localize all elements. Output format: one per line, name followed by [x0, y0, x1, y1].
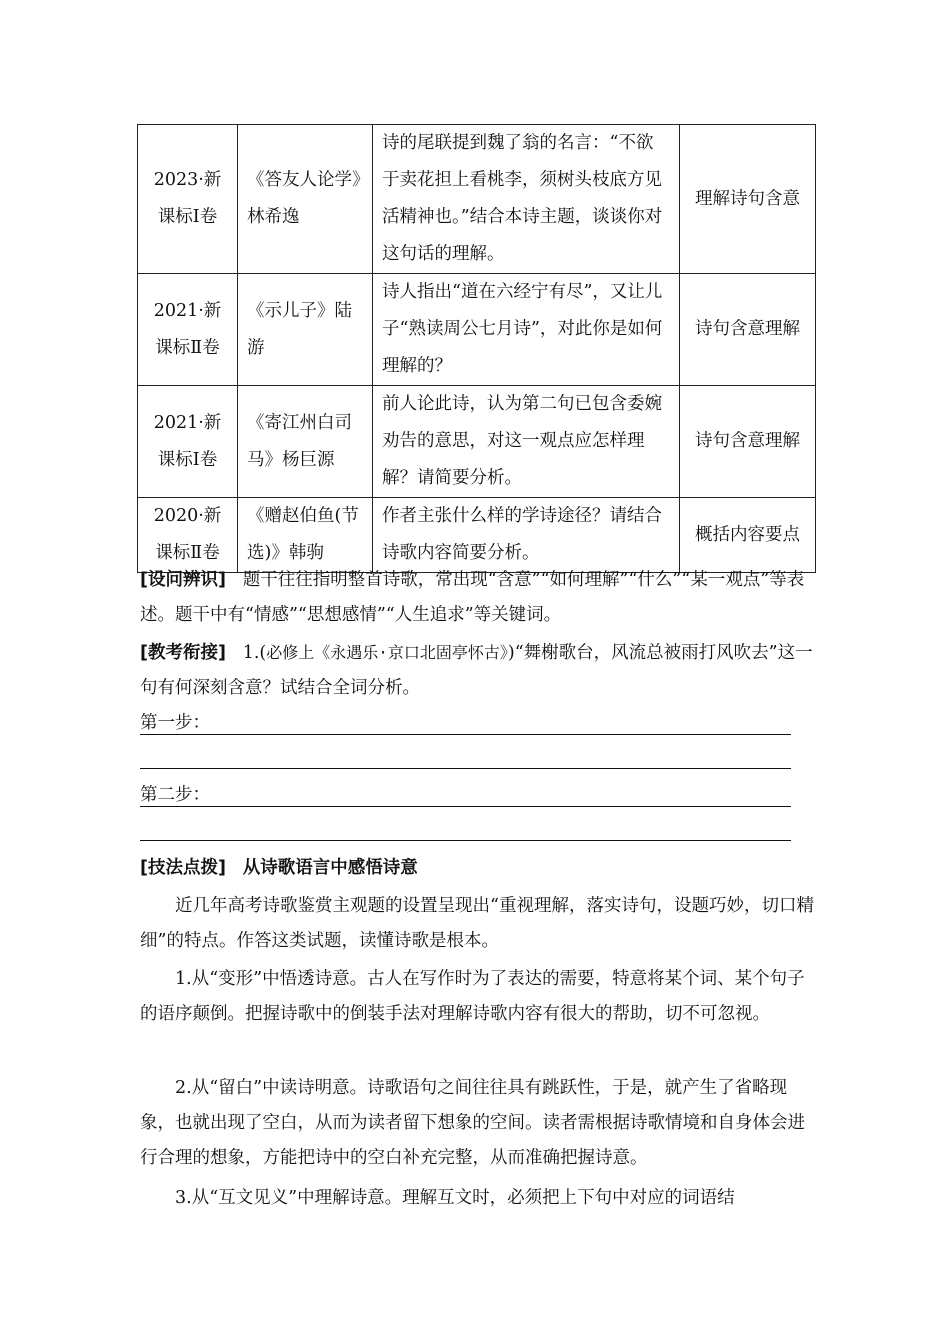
question-cell: 作者主张什么样的学诗途径？请结合诗歌内容简要分析。: [373, 498, 680, 573]
poem-cell: 《答友人论学》林希逸: [238, 125, 373, 274]
link-label: [教考衔接]: [140, 643, 226, 663]
poem-cell: 《示儿子》陆游: [238, 274, 373, 386]
answer-line[interactable]: [140, 818, 791, 841]
question-cell: 前人论此诗，认为第二句已包含委婉劝告的意思，对这一观点应怎样理解？请简要分析。: [373, 386, 680, 498]
answer-line[interactable]: [140, 746, 791, 769]
type-cell: 概括内容要点: [680, 498, 816, 573]
method-heading: [140, 851, 820, 886]
exam-table: [137, 124, 816, 573]
poem-cell: 《寄江州白司马》杨巨源: [238, 386, 373, 498]
answer-line-step1[interactable]: [140, 712, 791, 735]
table-row: [138, 274, 816, 386]
analysis-label: [设问辨识]: [140, 570, 226, 590]
method-point-3: 3.从“互文见义”中理解诗意。理解互文时，必须把上下句中对应的词语结: [175, 1188, 735, 1208]
exam-cell: 2023·新课标Ⅰ卷: [138, 125, 238, 274]
table-row: [138, 125, 816, 274]
method-point-2: 2.从“留白”中读诗明意。诗歌语句之间往往具有跳跃性，于是，就产生了省略现象，也就出现了空白，从而为读者留下想象的空间。读者需根据诗歌情境和自身体会进行合理的想象，方能把诗中的空白补充完整，从而准确把握诗意。: [140, 1078, 805, 1168]
step2-label: 第二步：: [140, 785, 210, 805]
poem-cell: 《赠赵伯鱼(节选)》韩驹: [238, 498, 373, 573]
table-row: [138, 498, 816, 573]
analysis-paragraph: [140, 563, 820, 633]
exam-cell: 2021·新课标Ⅱ卷: [138, 274, 238, 386]
link-text: )“舞榭歌台，风流总被雨打风吹去”这一句有何深刻含意？试结合全词分析。: [140, 643, 813, 698]
answer-line-step2[interactable]: [140, 784, 791, 807]
question-cell: 诗的尾联提到魏了翁的名言：“不欲于卖花担上看桃李，须树头枝底方见活精神也。”结合本诗主题，谈谈你对这句话的理解。: [373, 125, 680, 274]
method-point-1: 1.从“变形”中悟透诗意。古人在写作时为了表达的需要，特意将某个词、某个句子的语序颠倒。把握诗歌中的倒装手法对理解诗歌内容有很大的帮助，切不可忽视。: [140, 969, 805, 1024]
method-label: [技法点拨]: [140, 858, 226, 878]
exam-cell: 2021·新课标Ⅰ卷: [138, 386, 238, 498]
link-source: 必修上《永遇乐·京口北固亭怀古》: [266, 643, 508, 662]
type-cell: 理解诗句含意: [680, 125, 816, 274]
analysis-text: 题干往往指明整首诗歌，常出现“含意”“如何理解”“什么”“某一观点”等表述。题干中有“情感”“思想感情”“人生追求”等关键词。: [140, 570, 805, 625]
type-cell: 诗句含意理解: [680, 274, 816, 386]
type-cell: 诗句含意理解: [680, 386, 816, 498]
exam-cell: 2020·新课标Ⅱ卷: [138, 498, 238, 573]
method-title: 从诗歌语言中感悟诗意: [242, 858, 418, 878]
question-cell: 诗人指出“道在六经宁有尽”，又让儿子“熟读周公七月诗”，对此你是如何理解的？: [373, 274, 680, 386]
table-row: [138, 386, 816, 498]
step1-label: 第一步：: [140, 713, 210, 733]
link-number: 1.(: [242, 643, 267, 663]
method-intro: 近几年高考诗歌鉴赏主观题的设置呈现出“重视理解，落实诗句，设题巧妙，切口精细”的特点。作答这类试题，读懂诗歌是根本。: [140, 896, 814, 951]
link-paragraph: [140, 635, 820, 706]
